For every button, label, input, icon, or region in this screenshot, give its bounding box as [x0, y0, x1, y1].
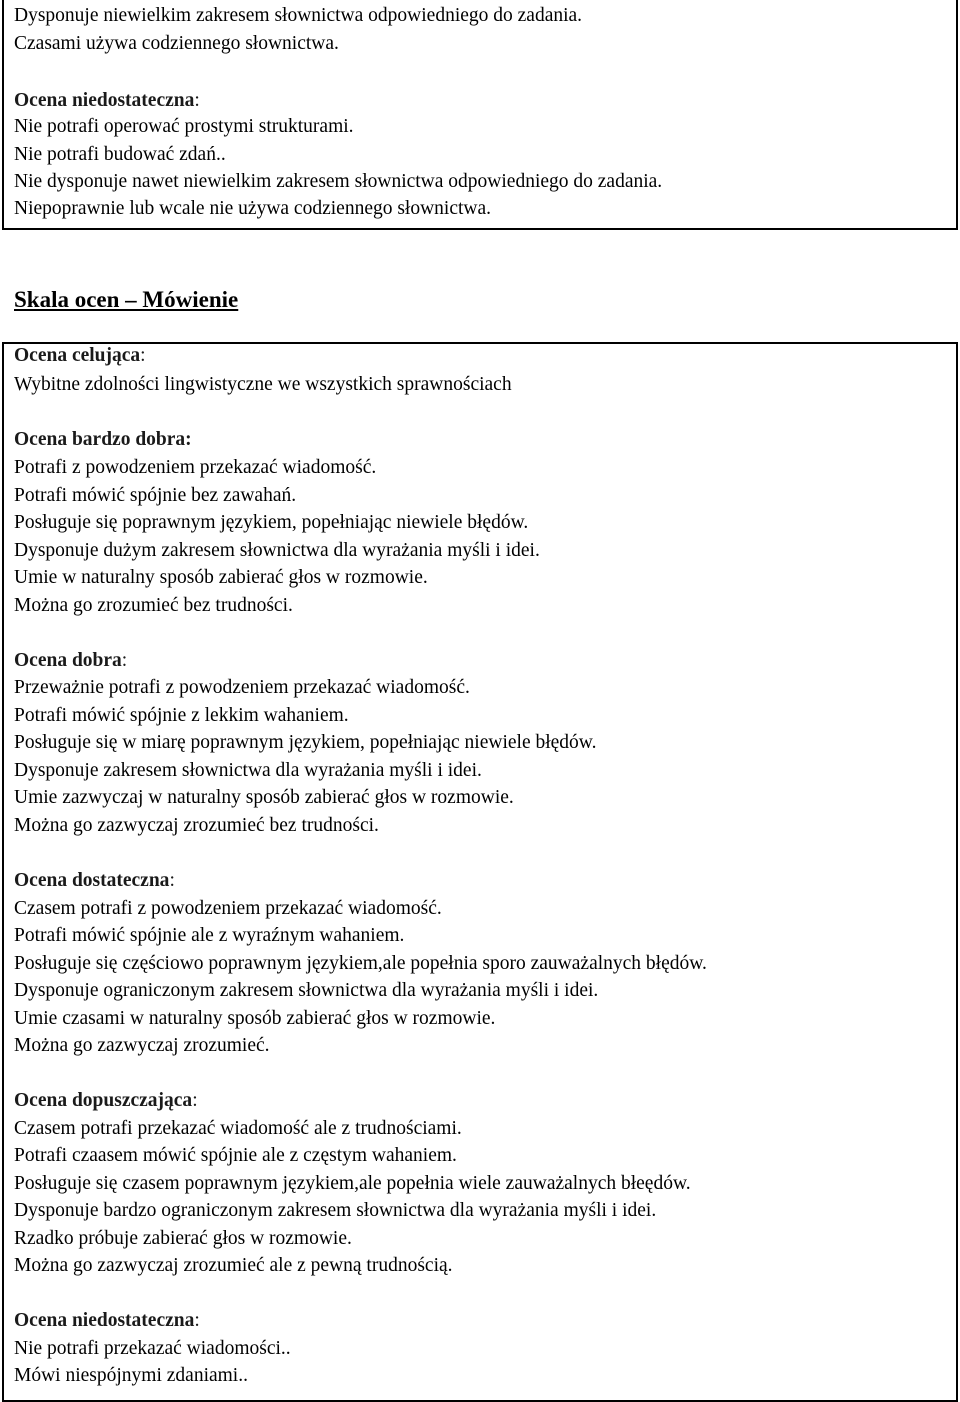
text-line: Umie zazwyczaj w naturalny sposób zabierać głos w rozmowie. [14, 787, 514, 808]
text-line: Dysponuje bardzo ograniczonym zakresem słownictwa dla wyrażania myśli i idei. [14, 1200, 657, 1221]
text-line: Dysponuje zakresem słownictwa dla wyrażania myśli i idei. [14, 760, 482, 781]
text-line: Nie dysponuje nawet niewielkim zakresem słownictwa odpowiedniego do zadania. [14, 171, 663, 192]
grade-heading-colon: : [192, 1090, 198, 1111]
grade-heading-label: Ocena dostateczna [14, 870, 170, 891]
grade-heading-label: Ocena bardzo dobra: [14, 429, 192, 450]
grade-heading-label: Ocena dobra [14, 650, 122, 671]
text-line: Dysponuje niewielkim zakresem słownictwa odpowiedniego do zadania. [14, 5, 583, 26]
text-line: Nie potrafi operować prostymi strukturami. [14, 116, 354, 137]
text-line: Wybitne zdolności lingwistyczne we wszystkich sprawnościach [14, 374, 512, 395]
grade-heading [14, 90, 200, 112]
text-line: Można go zazwyczaj zrozumieć. [14, 1035, 270, 1056]
text-line: Potrafi mówić spójnie bez zawahań. [14, 485, 297, 506]
grade-heading-label: Ocena niedostateczna [14, 90, 195, 111]
text-line: Czasem potrafi przekazać wiadomość ale z trudnościami. [14, 1118, 462, 1139]
text-line: Czasem potrafi z powodzeniem przekazać wiadomość. [14, 898, 442, 919]
text-line: Posługuje się w miarę poprawnym językiem, popełniając niewiele błędów. [14, 732, 597, 753]
grade-heading-colon: : [121, 650, 128, 671]
grade-heading [14, 345, 146, 367]
text-line: Potrafi z powodzeniem przekazać wiadomość. [14, 457, 377, 478]
text-line: Przeważnie potrafi z powodzeniem przekazać wiadomość. [14, 677, 470, 698]
text-line: Dysponuje dużym zakresem słownictwa dla wyrażania myśli i idei. [14, 540, 540, 561]
grade-heading [14, 1090, 198, 1112]
text-line: Niepoprawnie lub wcale nie używa codziennego słownictwa. [14, 198, 492, 219]
grade-heading [14, 1310, 200, 1332]
grade-heading-label: Ocena niedostateczna [14, 1310, 195, 1331]
text-line: Potrafi czaasem mówić spójnie ale z częstym wahaniem. [14, 1145, 457, 1166]
text-line: Posługuje się czasem poprawnym językiem,ale popełnia wiele zauważalnych błeędów. [14, 1173, 691, 1194]
grade-heading-label: Ocena celująca [14, 345, 141, 366]
text-line: Umie czasami w naturalny sposób zabierać głos w rozmowie. [14, 1008, 496, 1029]
text-line: Posługuje się poprawnym językiem, popełniając niewiele błędów. [14, 512, 529, 533]
text-line: Posługuje się częściowo poprawnym językiem,ale popełnia sporo zauważalnych błędów. [14, 953, 707, 974]
grade-heading-label: Ocena dopuszczająca [14, 1090, 193, 1111]
text-line: Potrafi mówić spójnie z lekkim wahaniem. [14, 705, 349, 726]
text-line: Potrafi mówić spójnie ale z wyraźnym wahaniem. [14, 925, 405, 946]
text-line: Można go zazwyczaj zrozumieć bez trudności. [14, 815, 379, 836]
text-line: Czasami używa codziennego słownictwa. [14, 33, 339, 54]
text-line: Nie potrafi budować zdań.. [14, 144, 226, 165]
section-title: Skala ocen – Mówienie [14, 287, 239, 312]
grade-heading [14, 870, 175, 892]
grade-heading-colon: : [194, 90, 200, 111]
grade-heading [14, 429, 192, 451]
text-line: Można go zazwyczaj zrozumieć ale z pewną trudnością. [14, 1255, 453, 1276]
text-line: Można go zrozumieć bez trudności. [14, 595, 293, 616]
text-line: Mówi niespójnymi zdaniami.. [14, 1365, 248, 1386]
text-line: Umie w naturalny sposób zabierać głos w rozmowie. [14, 567, 428, 588]
text-line: Rzadko próbuje zabierać głos w rozmowie. [14, 1228, 352, 1249]
grade-heading-colon: : [169, 870, 175, 891]
text-line: Nie potrafi przekazać wiadomości.. [14, 1338, 291, 1359]
grade-heading-colon: : [194, 1310, 200, 1331]
grade-heading-colon: : [140, 345, 146, 366]
text-line: Dysponuje ograniczonym zakresem słownictwa dla wyrażania myśli i idei. [14, 980, 599, 1001]
grade-heading [14, 650, 127, 672]
